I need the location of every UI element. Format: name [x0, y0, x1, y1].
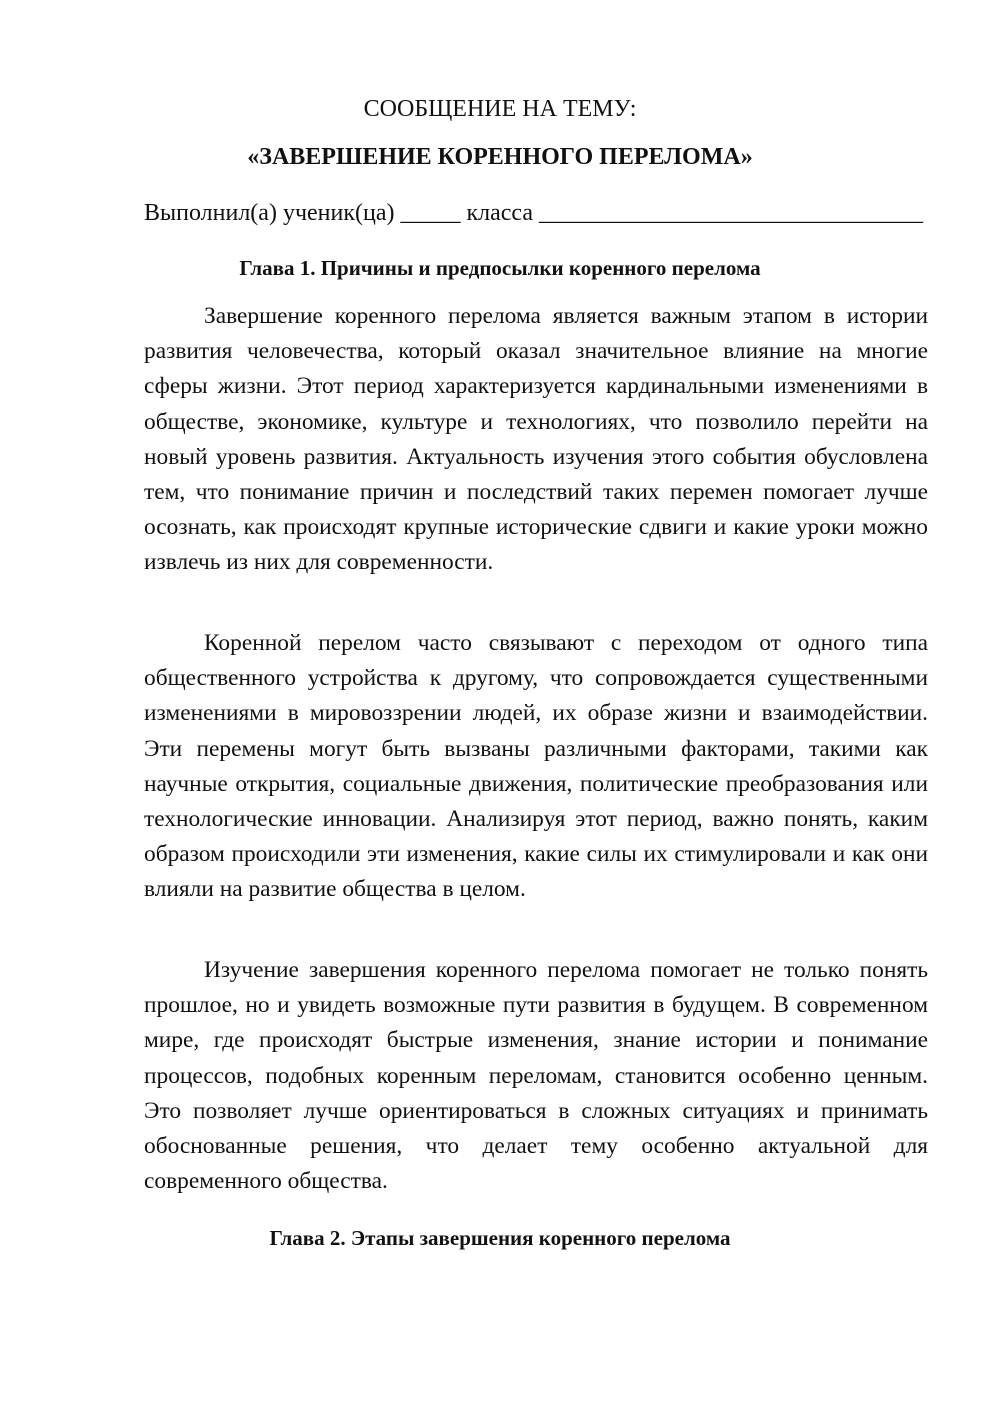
chapter-1-paragraph-1: Завершение коренного перелома является важным этапом в истории развития человечества, который оказал значительное влияние на многие сферы жизни. Этот период характеризуется кардинальными изменениями в обществе, экономике, культуре и технологиях, что позволило перейти на новый уровень развития. Актуальность изучения этого события обусловлена тем, что понимание причин и последствий таких перемен помогает лучше осознать, как происходят крупные исторические сдвиги и какие уроки можно извлечь из них для современности.: [144, 303, 928, 576]
author-byline: Выполнил(а) ученик(ца) _____ класса ________________________________: [144, 200, 924, 226]
chapter-1-heading: Глава 1. Причины и предпосылки коренного перелома: [239, 256, 761, 280]
chapter-1-paragraph-2: Коренной перелом часто связывают с переходом от одного типа общественного устройства к другому, что сопровождается существенными изменениями в мировоззрении людей, их образе жизни и взаимодействии. Эти перемены могут быть вызваны различными факторами, такими как научные открытия, социальные движения, политические преобразования или технологические инновации. Анализируя этот период, важно понять, каким образом происходили эти изменения, какие силы их стимулировали и как они влияли на развитие общества в целом.: [144, 630, 928, 903]
report-title: СООБЩЕНИЕ НА ТЕМУ:: [363, 96, 637, 122]
chapter-2-heading: Глава 2. Этапы завершения коренного перелома: [269, 1226, 731, 1250]
report-topic: «ЗАВЕРШЕНИЕ КОРЕННОГО ПЕРЕЛОМА»: [247, 144, 753, 170]
chapter-1-paragraph-3: Изучение завершения коренного перелома помогает не только понять прошлое, но и увидеть возможные пути развития в будущем. В современном мире, где происходят быстрые изменения, знание истории и понимание процессов, подобных коренным переломам, становится особенно ценным. Это позволяет лучше ориентироваться в сложных ситуациях и принимать обоснованные решения, что делает тему особенно актуальной для современного общества.: [144, 957, 928, 1195]
